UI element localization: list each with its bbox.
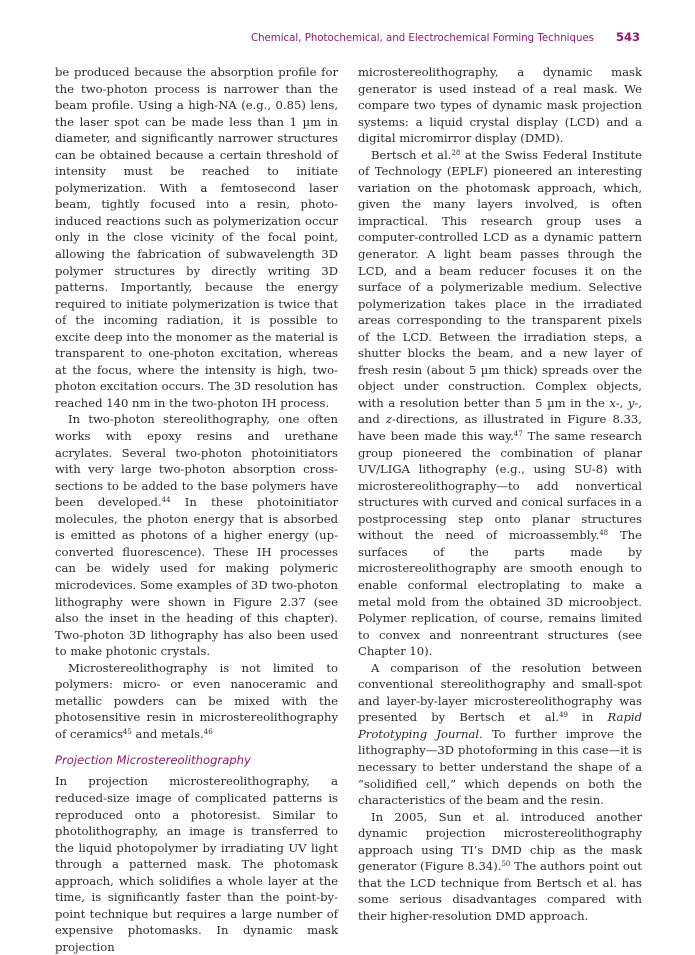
reference-46: 46 xyxy=(203,727,213,736)
running-title: Chemical, Photochemical, and Electrochemical Forming Techniques xyxy=(250,33,594,44)
running-header xyxy=(0,30,640,44)
reference-50: 50 xyxy=(501,860,511,869)
reference-49: 49 xyxy=(559,711,568,720)
right-column xyxy=(358,64,642,924)
paragraph-dynamic-mask: microstereolithography, a dynamic mask generator is used instead of a real mask. We compare two types of dynamic mask projection systems: a liquid crystal display (LCD) and a digital micromirror display (DMD). xyxy=(358,65,642,146)
paragraph-resolution-comparison: A comparison of the resolution between conventional stereolithography and small-spot and layer-by-layer microstereolithography was presented by Bertsch et al.$^{49}$ in Rapid Prototyping Journal. To further improve the lithography—3D photoforming in this case—it is necessary to better understand the shape of a “solidified cell,” which depends on both the characteristics of the beam and the resin. xyxy=(358,660,643,808)
left-column xyxy=(55,64,338,955)
reference-48: 48 xyxy=(599,529,609,538)
reference-28: 28 xyxy=(451,148,461,157)
reference-47: 47 xyxy=(513,430,523,439)
reference-45: 45 xyxy=(122,727,132,736)
axis-labels: x-, y-, xyxy=(609,395,642,410)
paragraph-ceramics-metals: Microstereolithography is not limited to polymers: micro- or even nanoceramic and metallic powders can be mixed with the photosensitive resin in microstereolithography of ceramics$^{45}$ and metals.$^{46}$ xyxy=(55,660,338,741)
page-number: 543 xyxy=(615,30,640,44)
paragraph-sun-dmd: In 2005, Sun et al. introduced another dynamic projection microstereolithography approach using TI’s DMD chip as the mask generator (Figure 8.34).$^{50}$ The authors point out that the LCD technique from Bertsch et al. has some serious disadvantages compared with their higher-resolution DMD approach. xyxy=(358,809,642,923)
paragraph-two-photon-stereolithography: In two-photon stereolithography, one often works with epoxy resins and urethane acrylates. Several two-photon photoinitiators with very large two-photon absorption cross-sections to be added to the base polymers have been developed.$^{44}$ In these photoinitiator molecules, the photon energy that is absorbed is emitted as photons of a higher energy (up-converted fluorescence). These IH processes can be widely used for making polymeric microdevices. Some examples of 3D two-photon lithography were shown in Figure 2.37 (see also the inset in the heading of this chapter). Two-photon 3D lithography has also been used to make photonic crystals. xyxy=(55,412,338,659)
paragraph-projection-intro: In projection microstereolithography, a reduced-size image of complicated patterns is reproduced onto a photoresist. Similar to photolithography, an image is transferred to the liquid photopolymer by irradiating UV light through a patterned mask. The photomask approach, which solidifies a whole layer at the time, is significantly faster than the point-by-point technique but requires a large number of expensive photomasks. In dynamic mask projection xyxy=(55,774,338,954)
journal-title: Rapid Prototyping Journal. xyxy=(358,710,643,741)
paragraph-two-photon-resolution: be produced because the absorption profile for the two-photon process is narrower than the beam profile. Using a high-NA (e.g., 0.85) lens, the laser spot can be made less than 1 µm in diameter, and significantly narrower structures can be obtained because a certain threshold of intensity must be reached to initiate polymerization. With a femtosecond laser beam, tightly focused into a resin, photo-induced reactions such as polymerization occur only in the close vicinity of the focal point, allowing the fabrication of subwavelength 3D polymer structures by directly writing 3D patterns. Importantly, because the energy required to initiate polymerization is twice that of the incoming radiation, it is possible to excite deep into the monomer as the material is transparent to one-photon excitation, whereas at the focus, where the intensity is high, two-photon excitation occurs. The 3D resolution has reached 140 nm in the two-photon IH process. xyxy=(55,65,338,410)
paragraph-bertsch-lcd: Bertsch et al.$^{28}$ at the Swiss Federal Institute of Technology (EPLF) pioneered an interesting variation on the photomask approach, which, given the many layers involved, is often impractical. This research group uses a computer-controlled LCD as a dynamic pattern generator. A light beam passes through the LCD, and a beam reducer focuses it on the surface of a polymerizable medium. Selective polymerization takes place in the irradiated areas corresponding to the transparent pixels of the LCD. Between the irradiation steps, a shutter blocks the beam, and a new layer of fresh resin (about 5 µm thick) spreads over the object under construction. Complex objects, with a resolution better than 5 µm in the x-, y-, and z-directions, as illustrated in Figure 8.33, have been made this way.$^{47}$ The same research group pioneered the combination of planar UV/LIGA lithography (e.g., using SU-8) with microstereolithography—to add nonvertical structures with curved and conical surfaces in a postprocessing step onto planar structures without the need of microassembly.$^{48}$ The surfaces of the parts made by microstereolithography are smooth enough to enable conformal electroplating to make a metal mold from the obtained 3D microobject. Polymer replication, of course, remains limited to convex and nonreentrant structures (see Chapter 10). xyxy=(358,147,642,659)
reference-44: 44 xyxy=(161,496,171,505)
z-axis-label: z xyxy=(385,412,392,427)
section-heading: Projection Microstereolithography xyxy=(55,753,251,768)
